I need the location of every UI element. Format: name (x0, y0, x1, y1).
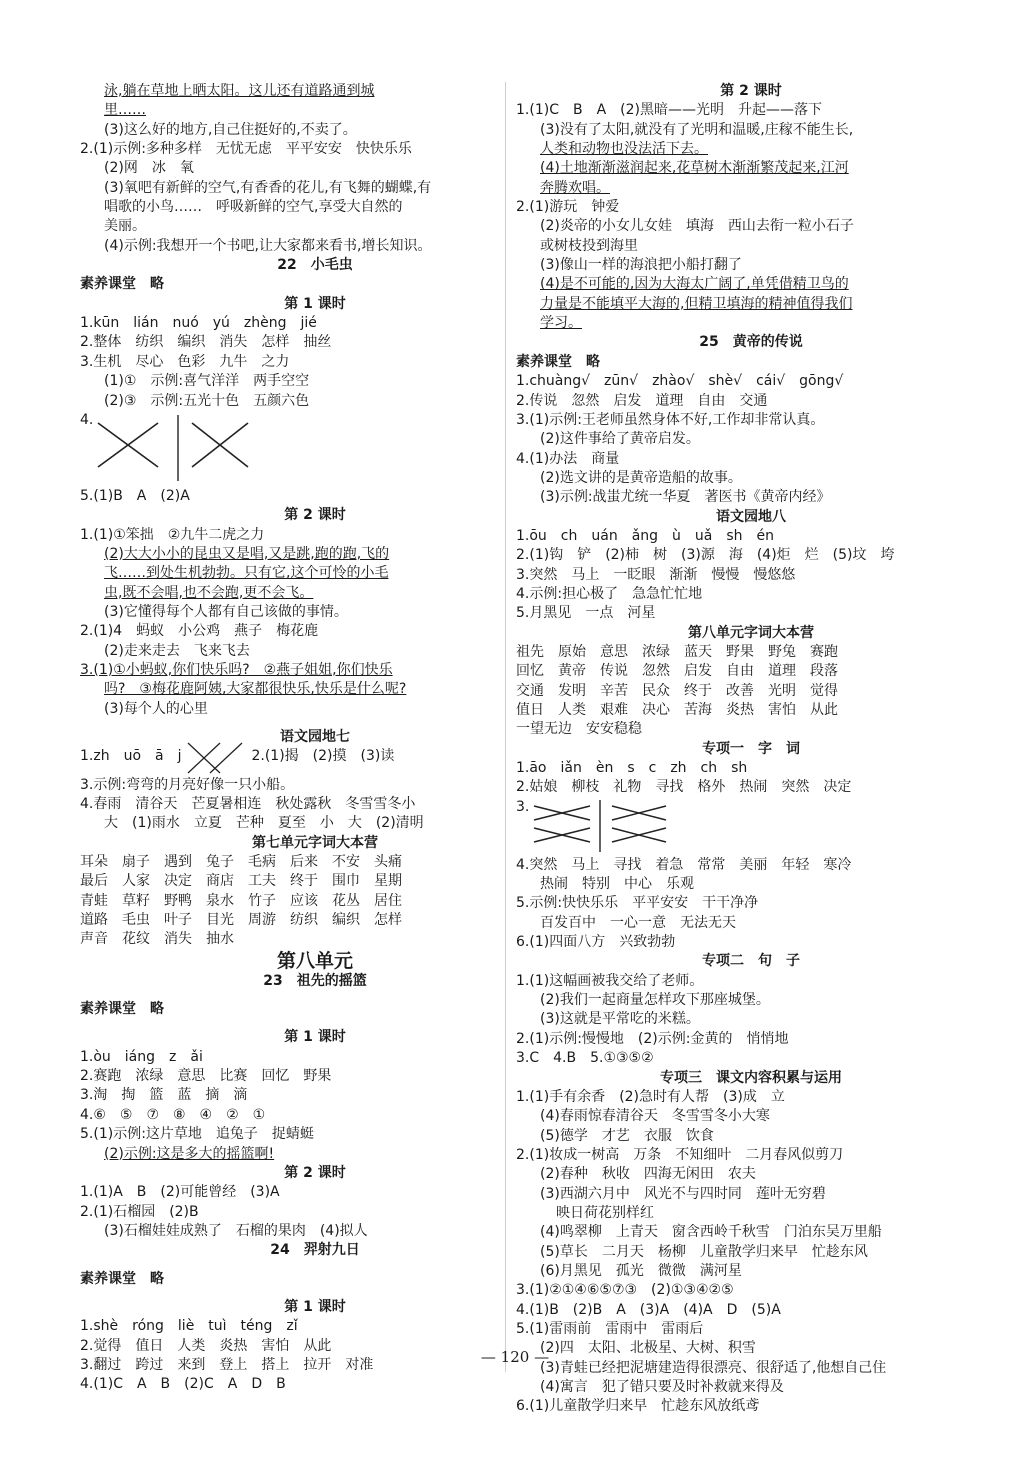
text-line: 唱歌的小鸟…… 呼吸新鲜的空气,享受大自然的 (104, 199, 403, 216)
text-line: 1.(1)手有余香 (2)急时有人帮 (3)成 立 (516, 1088, 785, 1105)
vocab-row: 耳朵 扇子 遇到 兔子 毛病 后来 不安 头痛 (80, 854, 402, 871)
text-line: (3)没有了太阳,就没有了光明和温暖,庄稼不能生长, (540, 121, 854, 138)
text-line: 3.(1)②①④⑥⑤⑦③ (2)①③④②⑤ (516, 1282, 734, 1299)
vocab-row: 青蛙 草籽 野鸭 泉水 竹子 应该 花丛 居住 (80, 892, 402, 909)
text-line: (4)示例:我想开一个书吧,让大家都来看书,增长知识。 (104, 237, 432, 254)
text-line: (2)大大小小的昆虫又是唱,又是跳,跑的跑,飞的 (104, 545, 390, 562)
section-label: 素养课堂 略 (516, 353, 600, 370)
text-line: 1.(1)①笨拙 ②九牛二虎之力 (80, 526, 265, 543)
text-line: (3)像山一样的海浪把小船打翻了 (540, 257, 742, 274)
text-line: 飞……到处生机勃勃。只有它,这个可怜的小毛 (104, 565, 389, 582)
matching-lines-svg (516, 798, 696, 856)
text-line: 1.āo iǎn èn s c zh ch sh (516, 760, 748, 777)
text-line: 3.(1)示例:王老师虽然身体不好,工作却非常认真。 (516, 411, 825, 428)
period-heading: 第 2 课时 (284, 507, 346, 524)
text-line: (2)春种 秋收 四海无闲田 农夫 (540, 1166, 756, 1183)
text-line: (4)寓言 犯了错只要及时补救就来得及 (540, 1379, 784, 1395)
text-line: 2.觉得 值日 人类 炎热 害怕 从此 (80, 1337, 332, 1354)
text-line: 映日荷花别样红 (556, 1204, 654, 1221)
vocab-row: 一望无边 安安稳稳 (516, 721, 642, 738)
special-topic-heading: 专项二 句 子 (702, 953, 800, 970)
text-line: (5)德学 才艺 衣服 饮食 (540, 1127, 714, 1144)
right-column (516, 82, 986, 1417)
section-label: 素养课堂 略 (80, 276, 164, 293)
text-line: 4.(1)B (2)B A (3)A (4)A D (5)A (516, 1301, 781, 1318)
text-line: (3)这么好的地方,自己住挺好的,不卖了。 (104, 121, 357, 138)
text-line: 2.赛跑 浓绿 意思 比赛 回忆 野果 (80, 1068, 332, 1085)
text-line: 4.突然 马上 寻找 着急 常常 美丽 年轻 寒冷 (516, 856, 852, 873)
text-line: (4)是不可能的,因为大海太广阔了,单凭借精卫鸟的 (540, 276, 849, 293)
matching-lines-svg (80, 411, 260, 487)
text-line: 2.(1)游玩 钟爱 (516, 199, 620, 216)
text-line: 2.(1)钩 铲 (2)柿 树 (3)源 海 (4)炬 烂 (5)坟 垮 (516, 547, 895, 564)
vocab-row: 交通 发明 辛苦 民众 终于 改善 光明 觉得 (516, 682, 838, 699)
text-line: 奔腾欢唱。 (540, 179, 610, 196)
text-line: (3)示例:战蚩尤统一华夏 著医书《黄帝内经》 (540, 489, 831, 506)
text-line: (2)网 冰 氧 (104, 160, 194, 177)
text-line: 4.(1)办法 商量 (516, 450, 620, 467)
text-line: 4.春雨 清谷天 芒夏暑相连 秋处露秋 冬雪雪冬小 (80, 796, 416, 812)
left-column (80, 82, 550, 1395)
vocab-row: 声音 花纹 消失 抽水 (80, 931, 234, 948)
text-line: (4)鸣翠柳 上青天 窗含西岭千秋雪 门泊东吴万里船 (540, 1224, 882, 1241)
text-line: 3.示例:弯弯的月亮好像一只小船。 (80, 776, 295, 793)
text-line: 1.òu iáng z ǎi (80, 1048, 203, 1065)
question-number: 4. (80, 411, 94, 428)
text-line: 3.生机 尽心 色彩 九牛 之力 (80, 353, 290, 370)
text-line: 5.月黑见 一点 河星 (516, 605, 656, 622)
text-line: (3)氧吧有新鲜的空气,有香香的花儿,有飞舞的蝴蝶,有 (104, 179, 432, 196)
text-line: 2.姑娘 柳枝 礼物 寻找 格外 热闹 突然 决定 (516, 779, 852, 796)
text-line: 1.(1)这幅画被我交给了老师。 (516, 972, 704, 989)
vocab-row: 回忆 黄帝 传说 忽然 启发 自由 道理 段落 (516, 663, 838, 680)
text-line: 2.(1)石榴园 (2)B (80, 1203, 199, 1220)
text-line: 5.(1)雷雨前 雷雨中 雷雨后 (516, 1320, 704, 1337)
text-line: 力量是不能填平大海的,但精卫填海的精神值得我们 (540, 295, 853, 312)
vocab-row: 最后 人家 决定 商店 工夫 终于 围巾 星期 (80, 873, 402, 890)
lesson-title: 22 小毛虫 (277, 257, 353, 274)
vocab-row: 值日 人类 艰难 决心 苦海 炎热 害怕 从此 (516, 702, 838, 718)
vocab-row: 道路 毛虫 叶子 目光 周游 纺织 编织 怎样 (80, 912, 402, 929)
text-line: 3.淘 掏 篮 蓝 摘 滴 (80, 1087, 248, 1104)
vocab-heading: 第七单元字词大本营 (252, 834, 378, 851)
page-number: — 120 — (480, 1348, 550, 1366)
text-line: 6.(1)儿童散学归来早 忙趁东风放纸鸢 (516, 1398, 760, 1415)
text-line: 1.kūn lián nuó yú zhèng jié (80, 315, 317, 332)
text-line: 热闹 特别 中心 乐观 (540, 876, 694, 893)
unit-heading: 第八单元 (276, 949, 353, 972)
text-line: (2)走来走去 飞来飞去 (104, 642, 250, 659)
text-line: (4)春雨惊春清谷天 冬雪雪冬小大寒 (540, 1108, 770, 1125)
text-line: 2.(1)4 蚂蚁 小公鸡 燕子 梅花鹿 (80, 623, 319, 640)
text-line: 5.示例:快快乐乐 平平安安 干干净净 (516, 895, 759, 912)
text-line: 百发百中 一心一意 无法无天 (540, 914, 736, 931)
text-line: 4.(1)C A B (2)C A D B (80, 1376, 286, 1393)
text-line: 3.突然 马上 一眨眼 渐渐 慢慢 慢悠悠 (516, 566, 796, 583)
text-line: 3.(1)①小蚂蚁,你们快乐吗? ②燕子姐姐,你们快乐 (80, 661, 393, 678)
text-line: 3.翻过 跨过 来到 登上 搭上 拉开 对准 (80, 1356, 374, 1373)
section-label: 素养课堂 略 (80, 1270, 164, 1287)
text-line: 2.(1)示例:多种多样 无忧无虑 平平安安 快快乐乐 (80, 141, 412, 158)
text-line: (3)每个人的心里 (104, 700, 208, 717)
period-heading: 第 1 课时 (284, 295, 346, 312)
text-line: 泳,躺在草地上晒太阳。这儿还有道路通到城 (104, 83, 375, 99)
text-line (80, 747, 550, 766)
matching-diagram (80, 411, 550, 487)
text-line: (2)这件事给了黄帝启发。 (540, 431, 700, 448)
text-line: (3)青蛙已经把泥塘建造得很漂亮、很舒适了,他想自己住 (540, 1359, 887, 1376)
text-line: 5.(1)示例:这片草地 追兔子 捉蜻蜓 (80, 1126, 314, 1143)
text-line: 6.(1)四面八方 兴致勃勃 (516, 934, 676, 951)
text-line: (3)这就是平常吃的米糕。 (540, 1011, 700, 1028)
text-line: (3)它懂得每个人都有自己该做的事情。 (104, 603, 348, 620)
text-line: 人类和动物也没法活下去。 (540, 141, 708, 158)
text-line: (3)西湖六月中 风光不与四时同 莲叶无穷碧 (540, 1185, 826, 1202)
text-line: 里…… (104, 102, 146, 119)
text-line: 学习。 (540, 315, 582, 332)
text-line: 吗? ③梅花鹿阿姨,大家都很快乐,快乐是什么呢? (104, 681, 407, 698)
period-heading: 第 1 课时 (284, 1298, 346, 1315)
period-heading: 第 2 课时 (284, 1164, 346, 1181)
text-line: (2)③ 示例:五光十色 五颜六色 (104, 392, 310, 409)
text-line: (2)炎帝的小女儿女娃 填海 西山去衔一粒小石子 (540, 218, 854, 235)
question-number: 3. (516, 798, 530, 815)
vocab-row: 祖先 原始 意思 浓绿 蓝天 野果 野兔 赛跑 (516, 643, 838, 660)
period-heading: 第 2 课时 (720, 83, 782, 99)
text-line: (4)土地渐渐滋润起来,花草树木渐渐繁茂起来,江河 (540, 160, 849, 177)
text-line: (5)草长 二月天 杨柳 儿童散学归来早 忙趁东风 (540, 1243, 868, 1260)
unit-garden-heading: 语文园地七 (280, 728, 350, 745)
text-line: (2)选文讲的是黄帝造船的故事。 (540, 469, 742, 486)
text-line: 4.⑥ ⑤ ⑦ ⑧ ④ ② ① (80, 1106, 266, 1123)
text-line: 1.ōu ch uán ǎng ù uǎ sh én (516, 527, 775, 544)
text-line: (2)示例:这是多大的摇篮啊! (104, 1145, 275, 1162)
pinyin-answers: 1.zh uō ā j 2.(1)揭 (2)摸 (3)读 (80, 748, 395, 765)
text-line: 1.shè róng liè tuì téng zǐ (80, 1318, 298, 1335)
text-line: 4.示例:担心极了 急急忙忙地 (516, 585, 703, 602)
text-line: (6)月黑见 孤光 微微 满河星 (540, 1262, 742, 1279)
lesson-title: 24 羿射九日 (270, 1242, 360, 1259)
special-topic-heading: 专项三 课文内容积累与运用 (660, 1069, 842, 1086)
text-line: 1.chuàng√ zūn√ zhào√ shè√ cái√ gōng√ (516, 373, 844, 390)
unit-garden-heading: 语文园地八 (716, 508, 786, 525)
text-line: (2)我们一起商量怎样攻下那座城堡。 (540, 992, 770, 1009)
text-line: 1.(1)C B A (2)黑暗——光明 升起——落下 (516, 102, 822, 119)
text-line: 大 (1)雨水 立夏 芒种 夏至 小 大 (2)清明 (104, 815, 424, 832)
text-line: 虫,既不会唱,也不会跑,更不会飞。 (104, 584, 314, 601)
period-heading: 第 1 课时 (284, 1029, 346, 1046)
text-line: 2.(1)示例:慢慢地 (2)示例:金黄的 悄悄地 (516, 1030, 789, 1047)
text-line: 或树枝投到海里 (540, 237, 638, 254)
matching-diagram (516, 798, 986, 856)
pinyin-match-svg (180, 739, 250, 777)
special-topic-heading: 专项一 字 词 (702, 740, 800, 757)
text-line: (1)① 示例:喜气洋洋 两手空空 (104, 373, 310, 390)
text-line: 2.(1)妆成一树高 万条 不知细叶 二月春风似剪刀 (516, 1146, 844, 1163)
text-line: 5.(1)B A (2)A (80, 487, 190, 504)
text-line: (3)石榴娃娃成熟了 石榴的果肉 (4)拟人 (104, 1222, 368, 1239)
lesson-title: 23 祖先的摇篮 (263, 972, 367, 989)
text-line: 美丽。 (104, 218, 146, 235)
text-line: 3.C 4.B 5.①③⑤② (516, 1050, 654, 1067)
text-line: 2.整体 纺织 编织 消失 怎样 抽丝 (80, 334, 332, 351)
vocab-heading: 第八单元字词大本营 (688, 624, 814, 641)
text-line: 2.传说 忽然 启发 道理 自由 交通 (516, 392, 768, 409)
text-line: (2)四 太阳、北极星、大树、积雪 (540, 1340, 756, 1357)
text-line: 1.(1)A B (2)可能曾经 (3)A (80, 1184, 280, 1201)
lesson-title: 25 黄帝的传说 (699, 334, 803, 351)
section-label: 素养课堂 略 (80, 1001, 164, 1018)
